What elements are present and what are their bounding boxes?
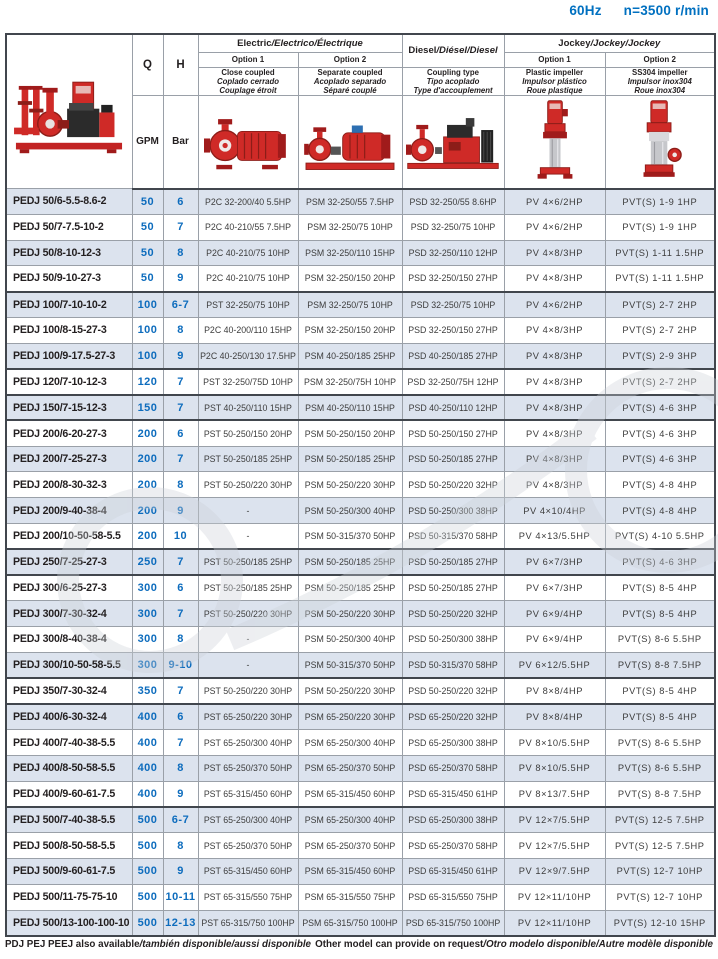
model-cell: PEDJ 500/8-50-58-5.5: [6, 833, 132, 859]
electric-option1-cell: PST 50-250/185 25HP: [198, 446, 298, 472]
jockey-option2-cell: PVT(S) 8-5 4HP: [605, 704, 715, 730]
jockey-option2-cell: PVT(S) 12-10 15HP: [605, 910, 715, 936]
jockey-option2-cell: PVT(S) 8-6 5.5HP: [605, 730, 715, 756]
table-row: [6, 214, 715, 240]
jockey-option2-cell: PVT(S) 2-7 2HP: [605, 317, 715, 343]
model-cell: PEDJ 50/6-5.5-8.6-2: [6, 189, 132, 215]
model-cell: PEDJ 500/13-100-100-10: [6, 910, 132, 936]
electric-option1-cell: PST 32-250/75 10HP: [198, 292, 298, 318]
electric-option2-cell: PSM 50-250/220 30HP: [298, 601, 402, 627]
head-bar-cell: 9-10: [163, 652, 198, 678]
table-row: [6, 240, 715, 266]
jockey-option2-label: Option 2: [605, 52, 715, 67]
electric-option1-cell: P2C 40-210/75 10HP: [198, 240, 298, 266]
flow-gpm-cell: 250: [132, 549, 163, 575]
electric-option2-cell: PSM 50-250/220 30HP: [298, 472, 402, 498]
flow-gpm-cell: 200: [132, 446, 163, 472]
flow-gpm-cell: 400: [132, 781, 163, 807]
head-bar-cell: 8: [163, 317, 198, 343]
flow-gpm-cell: 400: [132, 755, 163, 781]
jockey-option1-cell: PV 4×8/3HP: [504, 395, 605, 421]
head-bar-cell: 8: [163, 627, 198, 653]
flow-gpm-cell: 500: [132, 833, 163, 859]
jockey-option2-cell: PVT(S) 8-6 5.5HP: [605, 627, 715, 653]
model-cell: PEDJ 200/7-25-27-3: [6, 446, 132, 472]
diesel-cell: PSD 50-250/220 32HP: [402, 472, 504, 498]
diesel-cell: PSD 65-315/750 100HP: [402, 910, 504, 936]
table-row: [6, 266, 715, 292]
table-row: [6, 601, 715, 627]
head-bar-cell: 6: [163, 189, 198, 215]
model-cell: PEDJ 400/6-30-32-4: [6, 704, 132, 730]
electric-option2-cell: PSM 32-250/150 20HP: [298, 317, 402, 343]
electric-option1-cell: P2C 40-210/55 7.5HP: [198, 214, 298, 240]
jockey-option1-cell: PV 8×10/5.5HP: [504, 755, 605, 781]
table-row: [6, 446, 715, 472]
head-bar-cell: 8: [163, 755, 198, 781]
electric-option2-cell: PSM 65-250/370 50HP: [298, 755, 402, 781]
jockey-option1-cell: PV 4×13/5.5HP: [504, 524, 605, 550]
electric-option2-cell: PSM 32-250/55 7.5HP: [298, 189, 402, 215]
diesel-cell: PSD 50-250/185 27HP: [402, 575, 504, 601]
table-row: [6, 292, 715, 318]
model-cell: PEDJ 100/9-17.5-27-3: [6, 343, 132, 369]
electric-option1-cell: -: [198, 524, 298, 550]
model-cell: PEDJ 400/8-50-58-5.5: [6, 755, 132, 781]
table-row: [6, 858, 715, 884]
table-row: [6, 704, 715, 730]
model-cell: PEDJ 100/7-10-10-2: [6, 292, 132, 318]
electric-option1-cell: P2C 40-250/130 17.5HP: [198, 343, 298, 369]
electric-option2-cell: PSM 65-250/300 40HP: [298, 730, 402, 756]
flow-gpm-cell: 200: [132, 420, 163, 446]
flow-gpm-cell: 200: [132, 524, 163, 550]
head-bar-cell: 8: [163, 472, 198, 498]
flow-gpm-cell: 100: [132, 292, 163, 318]
electric-option2-cell: PSM 32-250/75 10HP: [298, 214, 402, 240]
table-row: [6, 420, 715, 446]
diesel-cell: PSD 50-315/370 58HP: [402, 524, 504, 550]
jockey-option2-cell: PVT(S) 8-5 4HP: [605, 575, 715, 601]
jockey-option1-cell: PV 4×8/3HP: [504, 420, 605, 446]
electric-option1-cell: PST 65-315/450 60HP: [198, 781, 298, 807]
electric-option2-cell: PSM 65-315/550 75HP: [298, 884, 402, 910]
model-cell: PEDJ 200/6-20-27-3: [6, 420, 132, 446]
jockey-option1-cell: PV 4×8/3HP: [504, 240, 605, 266]
jockey-option2-cell: PVT(S) 4-6 3HP: [605, 420, 715, 446]
table-row: [6, 395, 715, 421]
diesel-cell: PSD 32-250/110 12HP: [402, 240, 504, 266]
electric-option1-cell: PST 50-250/185 25HP: [198, 549, 298, 575]
footnote: [5, 939, 713, 950]
table-row: [6, 317, 715, 343]
jockey-option2-cell: PVT(S) 12-5 7.5HP: [605, 833, 715, 859]
jockey-option1-cell: PV 4×6/2HP: [504, 189, 605, 215]
diesel-cell: PSD 40-250/110 12HP: [402, 395, 504, 421]
head-bar-cell: 7: [163, 446, 198, 472]
flow-gpm-cell: 400: [132, 704, 163, 730]
model-cell: PEDJ 50/8-10-12-3: [6, 240, 132, 266]
flow-gpm-cell: 350: [132, 678, 163, 704]
jockey-option2-cell: PVT(S) 2-7 2HP: [605, 292, 715, 318]
model-cell: PEDJ 250/7-25-27-3: [6, 549, 132, 575]
electric-option1-cell: PST 50-250/150 20HP: [198, 420, 298, 446]
diesel-cell: PSD 32-250/55 8.6HP: [402, 189, 504, 215]
diesel-cell: PSD 50-315/370 58HP: [402, 652, 504, 678]
jockey-option1-cell: PV 6×9/4HP: [504, 601, 605, 627]
footnote-left: PDJ PEJ PEEJ also available/también disponible/aussi disponible: [5, 939, 311, 950]
jockey-option2-cell: PVT(S) 2-7 2HP: [605, 369, 715, 395]
diesel-cell: PSD 32-250/150 27HP: [402, 317, 504, 343]
model-cell: PEDJ 400/9-60-61-7.5: [6, 781, 132, 807]
flow-gpm-cell: 300: [132, 627, 163, 653]
diesel-cell: PSD 32-250/75 10HP: [402, 292, 504, 318]
head-bar-cell: 6: [163, 704, 198, 730]
diesel-cell: PSD 32-250/75H 12HP: [402, 369, 504, 395]
jockey-option1-cell: PV 12×11/10HP: [504, 884, 605, 910]
separate-coupled-desc: Separate coupled Acoplado separado Séparé couplé: [298, 67, 402, 96]
jockey-option1-cell: PV 6×7/3HP: [504, 575, 605, 601]
jockey-option1-cell: PV 4×10/4HP: [504, 498, 605, 524]
electric-option2-cell: PSM 32-250/150 20HP: [298, 266, 402, 292]
jockey-option2-cell: PVT(S) 12-7 10HP: [605, 884, 715, 910]
table-row: [6, 549, 715, 575]
table-row: [6, 575, 715, 601]
electric-option2-cell: PSM 50-250/300 40HP: [298, 627, 402, 653]
flow-gpm-cell: 300: [132, 601, 163, 627]
table-row: [6, 910, 715, 936]
coupling-type-desc: Coupling type Tipo acoplado Type d'accouplement: [402, 67, 504, 96]
model-cell: PEDJ 120/7-10-12-3: [6, 369, 132, 395]
jockey-option2-cell: PVT(S) 1-9 1HP: [605, 214, 715, 240]
electric-option1-cell: PST 65-315/750 100HP: [198, 910, 298, 936]
table-row: [6, 807, 715, 833]
vertical-jockey-pump-image: [527, 98, 583, 186]
flow-gpm-cell: 50: [132, 214, 163, 240]
jockey-option1-cell: PV 8×10/5.5HP: [504, 730, 605, 756]
model-cell: PEDJ 150/7-15-12-3: [6, 395, 132, 421]
jockey-option1-cell: PV 4×8/3HP: [504, 317, 605, 343]
jockey-option2-cell: PVT(S) 8-8 7.5HP: [605, 652, 715, 678]
electric-option1-cell: P2C 40-200/110 15HP: [198, 317, 298, 343]
flow-gpm-cell: 500: [132, 884, 163, 910]
fire-pump-set-photo: [11, 67, 127, 157]
electric-option1-cell: P2C 32-200/40 5.5HP: [198, 189, 298, 215]
jockey-option1-label: Option 1: [504, 52, 605, 67]
col-header-diesel: Diesel/Diésel/Diesel: [402, 34, 504, 67]
jockey-option1-cell: PV 4×8/3HP: [504, 266, 605, 292]
electric-option2-cell: PSM 50-250/185 25HP: [298, 575, 402, 601]
electric-option1-cell: PST 50-250/220 30HP: [198, 472, 298, 498]
electric-option2-cell: PSM 65-315/750 100HP: [298, 910, 402, 936]
jockey-option1-cell: PV 6×9/4HP: [504, 627, 605, 653]
head-bar-cell: 8: [163, 833, 198, 859]
table-row: [6, 678, 715, 704]
electric-option1-cell: P2C 40-210/75 10HP: [198, 266, 298, 292]
electric-option2-cell: PSM 32-250/110 15HP: [298, 240, 402, 266]
electric-option2-cell: PSM 50-250/300 40HP: [298, 498, 402, 524]
table-row: [6, 884, 715, 910]
jockey-option2-cell: PVT(S) 8-5 4HP: [605, 678, 715, 704]
jockey-option1-cell: PV 8×8/4HP: [504, 678, 605, 704]
head-bar-cell: 6: [163, 420, 198, 446]
flow-gpm-cell: 100: [132, 317, 163, 343]
diesel-cell: PSD 50-250/185 27HP: [402, 446, 504, 472]
flow-gpm-cell: 120: [132, 369, 163, 395]
head-bar-cell: 7: [163, 369, 198, 395]
electric-option1-cell: PST 50-250/220 30HP: [198, 601, 298, 627]
h-unit-label: Bar: [163, 96, 198, 189]
model-cell: PEDJ 500/9-60-61-7.5: [6, 858, 132, 884]
table-row: [6, 472, 715, 498]
jockey-option2-cell: PVT(S) 4-10 5.5HP: [605, 524, 715, 550]
head-bar-cell: 9: [163, 781, 198, 807]
head-bar-cell: 9: [163, 343, 198, 369]
electric-option1-cell: -: [198, 627, 298, 653]
electric-option2-cell: PSM 65-250/300 40HP: [298, 807, 402, 833]
electric-option2-cell: PSM 50-315/370 50HP: [298, 652, 402, 678]
jockey-option1-cell: PV 4×8/3HP: [504, 369, 605, 395]
diesel-cell: PSD 65-315/450 61HP: [402, 858, 504, 884]
diesel-cell: PSD 50-250/220 32HP: [402, 678, 504, 704]
electric-option2-cell: PSM 65-250/370 50HP: [298, 833, 402, 859]
model-cell: PEDJ 300/8-40-38-4: [6, 627, 132, 653]
jockey-option1-cell: PV 12×7/5.5HP: [504, 807, 605, 833]
head-bar-cell: 7: [163, 678, 198, 704]
diesel-cell: PSD 40-250/185 27HP: [402, 343, 504, 369]
electric-option1-cell: PST 65-315/550 75HP: [198, 884, 298, 910]
jockey-option2-cell: PVT(S) 12-7 10HP: [605, 858, 715, 884]
jockey-option2-cell: PVT(S) 8-6 5.5HP: [605, 755, 715, 781]
close-coupled-pump-image: [204, 109, 292, 175]
frequency-label: 60Hz: [569, 3, 602, 18]
table-row: [6, 755, 715, 781]
model-cell: PEDJ 300/6-25-27-3: [6, 575, 132, 601]
diesel-cell: PSD 65-250/300 38HP: [402, 807, 504, 833]
jockey-option1-cell: PV 6×12/5.5HP: [504, 652, 605, 678]
diesel-cell: PSD 32-250/75 10HP: [402, 214, 504, 240]
flow-gpm-cell: 500: [132, 858, 163, 884]
jockey-option1-cell: PV 8×13/7.5HP: [504, 781, 605, 807]
model-cell: PEDJ 300/10-50-58-5.5: [6, 652, 132, 678]
diesel-cell: PSD 32-250/150 27HP: [402, 266, 504, 292]
jockey-option2-cell: PVT(S) 1-9 1HP: [605, 189, 715, 215]
head-bar-cell: 7: [163, 214, 198, 240]
model-cell: PEDJ 350/7-30-32-4: [6, 678, 132, 704]
diesel-cell: PSD 65-250/370 58HP: [402, 833, 504, 859]
head-bar-cell: 10: [163, 524, 198, 550]
flow-gpm-cell: 50: [132, 189, 163, 215]
electric-option1-cell: PST 65-315/450 60HP: [198, 858, 298, 884]
flow-gpm-cell: 100: [132, 343, 163, 369]
model-cell: PEDJ 200/10-50-58-5.5: [6, 524, 132, 550]
electric-option2-cell: PSM 50-250/185 25HP: [298, 446, 402, 472]
diesel-pump-set-image: [406, 109, 500, 175]
separate-coupled-pump-image: [304, 109, 396, 175]
page-header-speed-info: [569, 3, 709, 18]
electric-option1-cell: PST 50-250/220 30HP: [198, 678, 298, 704]
electric-option1-cell: PST 65-250/300 40HP: [198, 730, 298, 756]
q-unit-label: GPM: [132, 96, 163, 189]
model-cell: PEDJ 50/7-7.5-10-2: [6, 214, 132, 240]
jockey-option1-cell: PV 6×7/3HP: [504, 549, 605, 575]
head-bar-cell: 6-7: [163, 292, 198, 318]
jockey-option1-cell: PV 4×8/3HP: [504, 472, 605, 498]
electric-option2-cell: PSM 65-315/450 60HP: [298, 858, 402, 884]
model-cell: PEDJ 400/7-40-38-5.5: [6, 730, 132, 756]
diesel-cell: PSD 65-250/220 32HP: [402, 704, 504, 730]
head-bar-cell: 7: [163, 601, 198, 627]
jockey-option1-cell: PV 4×8/3HP: [504, 446, 605, 472]
electric-option1-cell: PST 40-250/110 15HP: [198, 395, 298, 421]
spec-table-body: [6, 189, 715, 936]
electric-option2-cell: PSM 50-250/220 30HP: [298, 678, 402, 704]
ss304-impeller-desc: SS304 impeller Impulsor inox304 Roue inox304: [605, 67, 715, 96]
diesel-cell: PSD 50-250/220 32HP: [402, 601, 504, 627]
flow-gpm-cell: 300: [132, 652, 163, 678]
diesel-cell: PSD 65-250/370 58HP: [402, 755, 504, 781]
model-cell: PEDJ 50/9-10-27-3: [6, 266, 132, 292]
flow-gpm-cell: 500: [132, 910, 163, 936]
electric-option2-cell: PSM 32-250/75H 10HP: [298, 369, 402, 395]
electric-option1-label: Option 1: [198, 52, 298, 67]
electric-option2-cell: PSM 50-250/150 20HP: [298, 420, 402, 446]
model-cell: PEDJ 300/7-30-32-4: [6, 601, 132, 627]
flow-gpm-cell: 200: [132, 498, 163, 524]
jockey-option1-cell: PV 12×11/10HP: [504, 910, 605, 936]
head-bar-cell: 6-7: [163, 807, 198, 833]
flow-gpm-cell: 500: [132, 807, 163, 833]
jockey-option1-cell: PV 12×7/5.5HP: [504, 833, 605, 859]
electric-option1-cell: PST 65-250/220 30HP: [198, 704, 298, 730]
jockey-option2-cell: PVT(S) 8-5 4HP: [605, 601, 715, 627]
electric-option2-cell: PSM 65-315/450 60HP: [298, 781, 402, 807]
table-row: [6, 369, 715, 395]
jockey-option2-cell: PVT(S) 2-9 3HP: [605, 343, 715, 369]
jockey-option1-cell: PV 4×8/3HP: [504, 343, 605, 369]
table-row: [6, 781, 715, 807]
model-cell: PEDJ 100/8-15-27-3: [6, 317, 132, 343]
table-row: [6, 343, 715, 369]
close-coupled-desc: Close coupled Coplado cerrado Couplage étroit: [198, 67, 298, 96]
diesel-cell: PSD 50-250/150 27HP: [402, 420, 504, 446]
jockey-option2-cell: PVT(S) 4-6 3HP: [605, 446, 715, 472]
electric-option1-cell: PST 65-250/370 50HP: [198, 833, 298, 859]
col-header-electric: Electric/Electrico/Électrique: [198, 34, 402, 52]
jockey-option2-cell: PVT(S) 12-5 7.5HP: [605, 807, 715, 833]
diesel-cell: PSD 50-250/185 27HP: [402, 549, 504, 575]
jockey-option2-cell: PVT(S) 4-8 4HP: [605, 498, 715, 524]
diesel-cell: PSD 65-315/450 61HP: [402, 781, 504, 807]
table-row: [6, 833, 715, 859]
jockey-option2-cell: PVT(S) 1-11 1.5HP: [605, 266, 715, 292]
head-bar-cell: 9: [163, 498, 198, 524]
electric-option2-cell: PSM 40-250/185 25HP: [298, 343, 402, 369]
electric-option2-cell: PSM 40-250/110 15HP: [298, 395, 402, 421]
electric-option2-label: Option 2: [298, 52, 402, 67]
table-row: [6, 498, 715, 524]
diesel-cell: PSD 65-250/300 38HP: [402, 730, 504, 756]
jockey-option2-cell: PVT(S) 8-8 7.5HP: [605, 781, 715, 807]
head-bar-cell: 7: [163, 395, 198, 421]
model-cell: PEDJ 200/9-40-38-4: [6, 498, 132, 524]
diesel-cell: PSD 50-250/300 38HP: [402, 627, 504, 653]
electric-option1-cell: PST 32-250/75D 10HP: [198, 369, 298, 395]
head-bar-cell: 10-11: [163, 884, 198, 910]
flow-gpm-cell: 150: [132, 395, 163, 421]
head-bar-cell: 8: [163, 240, 198, 266]
jockey-option1-cell: PV 12×9/7.5HP: [504, 858, 605, 884]
jockey-option2-cell: PVT(S) 4-6 3HP: [605, 395, 715, 421]
head-bar-cell: 12-13: [163, 910, 198, 936]
jockey-option1-cell: PV 4×6/2HP: [504, 214, 605, 240]
electric-option1-cell: PST 65-250/300 40HP: [198, 807, 298, 833]
flow-gpm-cell: 300: [132, 575, 163, 601]
flow-gpm-cell: 50: [132, 240, 163, 266]
flow-gpm-cell: 200: [132, 472, 163, 498]
electric-option2-cell: PSM 50-250/185 25HP: [298, 549, 402, 575]
table-row: [6, 524, 715, 550]
table-row: [6, 652, 715, 678]
electric-option2-cell: PSM 32-250/75 10HP: [298, 292, 402, 318]
jockey-option2-cell: PVT(S) 1-11 1.5HP: [605, 240, 715, 266]
jockey-option2-cell: PVT(S) 4-8 4HP: [605, 472, 715, 498]
head-bar-cell: 6: [163, 575, 198, 601]
electric-option2-cell: PSM 65-250/220 30HP: [298, 704, 402, 730]
col-header-h: H: [163, 34, 198, 96]
diesel-cell: PSD 50-250/300 38HP: [402, 498, 504, 524]
plastic-impeller-desc: Plastic impeller Impulsor plástico Roue plastique: [504, 67, 605, 96]
jockey-option1-cell: PV 4×6/2HP: [504, 292, 605, 318]
model-cell: PEDJ 500/11-75-75-10: [6, 884, 132, 910]
product-photo-cell: [6, 34, 132, 189]
head-bar-cell: 9: [163, 266, 198, 292]
table-row: [6, 627, 715, 653]
model-cell: PEDJ 200/8-30-32-3: [6, 472, 132, 498]
jockey-option1-cell: PV 8×8/4HP: [504, 704, 605, 730]
electric-option1-cell: PST 65-250/370 50HP: [198, 755, 298, 781]
diesel-cell: PSD 65-315/550 75HP: [402, 884, 504, 910]
spec-table: [5, 33, 716, 937]
table-row: [6, 730, 715, 756]
footnote-right: Other model can provide on request/Otro modelo disponible/Autre modèle disponible: [315, 939, 713, 950]
vertical-jockey-pump-ss304-image: [631, 98, 689, 186]
col-header-q: Q: [132, 34, 163, 96]
electric-option1-cell: -: [198, 498, 298, 524]
head-bar-cell: 9: [163, 858, 198, 884]
model-cell: PEDJ 500/7-40-38-5.5: [6, 807, 132, 833]
head-bar-cell: 7: [163, 730, 198, 756]
table-row: [6, 189, 715, 215]
head-bar-cell: 7: [163, 549, 198, 575]
electric-option2-cell: PSM 50-315/370 50HP: [298, 524, 402, 550]
flow-gpm-cell: 50: [132, 266, 163, 292]
electric-option1-cell: -: [198, 652, 298, 678]
speed-label: n=3500 r/min: [623, 3, 709, 18]
col-header-jockey: Jockey/Jockey/Jockey: [504, 34, 715, 52]
flow-gpm-cell: 400: [132, 730, 163, 756]
jockey-option2-cell: PVT(S) 4-6 3HP: [605, 549, 715, 575]
electric-option1-cell: PST 50-250/185 25HP: [198, 575, 298, 601]
